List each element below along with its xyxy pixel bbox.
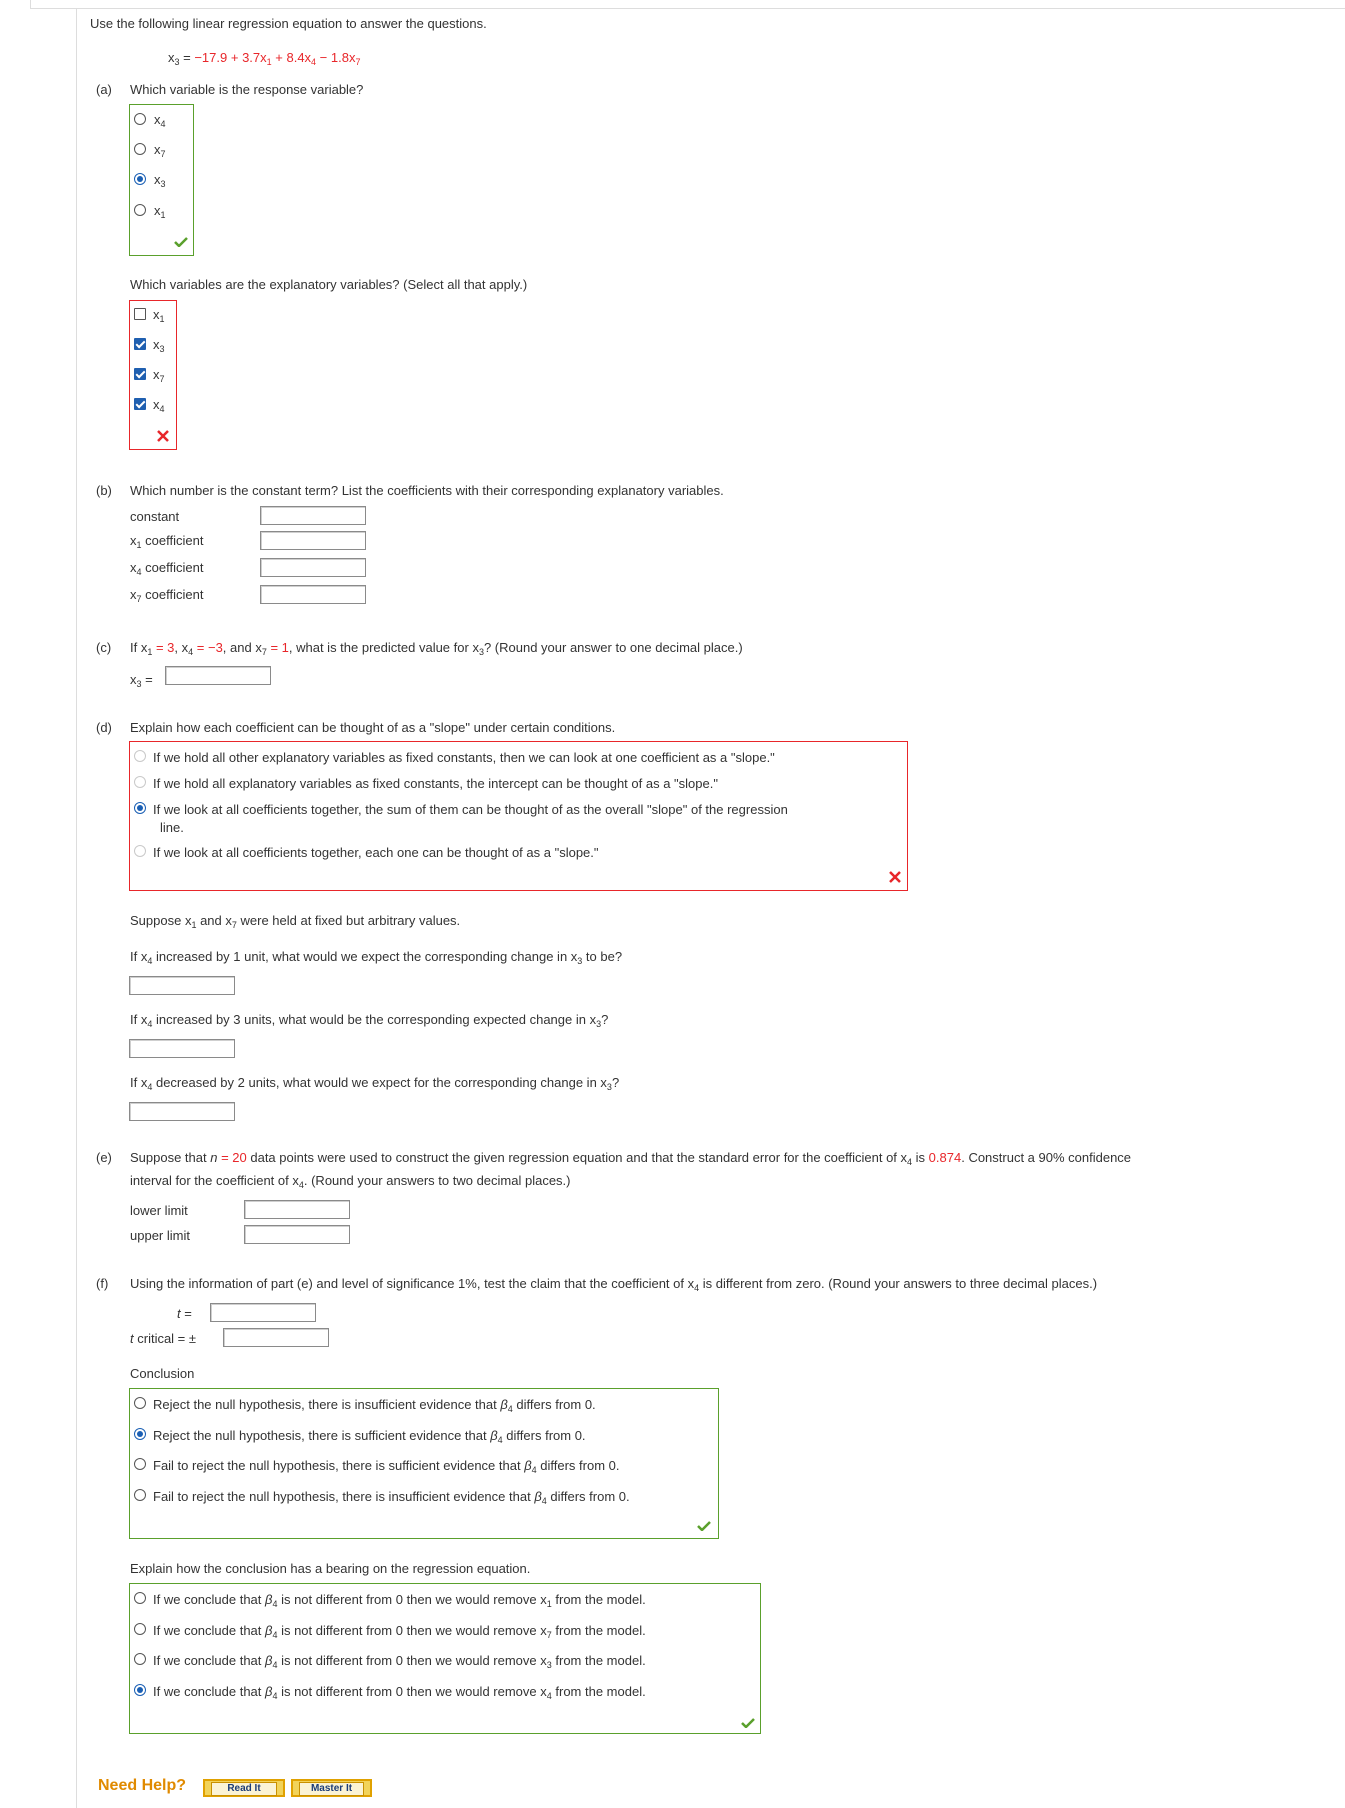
bearing-option-4: If we conclude that $\beta_4$ is not different from 0 then we would remove $x_4$ from the model. [153, 1684, 646, 1701]
bearing-radio-4[interactable] [134, 1684, 146, 1696]
change-3-input[interactable] [129, 1039, 235, 1058]
part-b-label: (b) [96, 483, 112, 498]
bearing-radio-1[interactable] [134, 1592, 146, 1604]
part-d-question: Explain how each coefficient can be thought of as a "slope" under certain conditions. [130, 720, 616, 735]
conclusion-option-3: Fail to reject the null hypothesis, there is sufficient evidence that $\beta_4$ differs from 0. [153, 1458, 620, 1475]
conclusion-radio-4[interactable] [134, 1489, 146, 1501]
upper-limit-label: upper limit [130, 1228, 190, 1243]
part-a-label: (a) [96, 82, 112, 97]
radio-x7[interactable] [134, 143, 146, 155]
slope-option-3-cont: line. [160, 820, 184, 835]
conclusion-radio-2[interactable] [134, 1428, 146, 1440]
t-critical-label: t critical = ± [130, 1331, 197, 1346]
slope-radio-3[interactable] [134, 802, 146, 814]
lower-limit-input[interactable] [244, 1200, 350, 1219]
upper-limit-input[interactable] [244, 1225, 350, 1244]
read-it-button[interactable]: Read It [203, 1779, 285, 1797]
bearing-option-1: If we conclude that $\beta_4$ is not different from 0 then we would remove $x_1$ from the model. [153, 1592, 646, 1609]
radio-x4[interactable] [134, 113, 146, 125]
regression-equation: $x_3 = -17.9 + 3.7x_1 + 8.4x_4 - 1.8x_7$ [168, 50, 361, 67]
slope-option-3: If we look at all coefficients together, the sum of them can be thought of as the overall "slope" of the regression [153, 802, 788, 817]
constant-input[interactable] [260, 506, 366, 525]
slope-option-1: If we hold all other explanatory variables as fixed constants, then we can look at one coefficient as a "slope." [153, 750, 775, 765]
slope-option-2: If we hold all explanatory variables as fixed constants, the intercept can be thought of as a "slope." [153, 776, 718, 791]
change-question-2: If $x_4$ increased by 3 units, what would be the corresponding expected change in $x_3$? [130, 1012, 609, 1029]
incorrect-x-icon [157, 430, 169, 442]
part-c-question: If $x_1 = 3$, $x_4 = -3$, and $x_7 = 1$, what is the predicted value for $x_3$? (Round your answer to one decimal place.) [130, 640, 743, 657]
part-d-label: (d) [96, 720, 112, 735]
bearing-radio-2[interactable] [134, 1623, 146, 1635]
intro-text: Use the following linear regression equation to answer the questions. [90, 16, 487, 31]
bearing-option-2: If we conclude that $\beta_4$ is not different from 0 then we would remove $x_7$ from the model. [153, 1623, 646, 1640]
suppose-text: Suppose $x_1$ and $x_7$ were held at fixed but arbitrary values. [130, 913, 461, 930]
slope-radio-4[interactable] [134, 845, 146, 857]
conclusion-label: Conclusion [130, 1366, 195, 1381]
radio-x1[interactable] [134, 204, 146, 216]
x7-coef-label: $x_7$ coefficient [130, 587, 204, 604]
master-it-button[interactable]: Master It [291, 1779, 372, 1797]
correct-check-icon [697, 1521, 711, 1531]
x7-coefficient-input[interactable] [260, 585, 366, 604]
x4-coef-label: $x_4$ coefficient [130, 560, 204, 577]
correct-check-icon [741, 1718, 755, 1728]
part-b-question: Which number is the constant term? List the coefficients with their corresponding explanatory variables. [130, 483, 724, 498]
slope-radio-2[interactable] [134, 776, 146, 788]
part-e-question: Suppose that n = 20 data points were used to construct the given regression equation and that the standard error for the coefficient of $x_4$ is 0.874. Construct a 90% confidence [130, 1150, 1132, 1167]
lower-limit-label: lower limit [130, 1203, 188, 1218]
bearing-radio-3[interactable] [134, 1653, 146, 1665]
checkbox-x3[interactable] [134, 338, 146, 350]
incorrect-x-icon [889, 871, 901, 883]
conclusion-radio-1[interactable] [134, 1397, 146, 1409]
checkbox-x7[interactable] [134, 368, 146, 380]
constant-label: constant [130, 509, 180, 524]
part-f-label: (f) [96, 1276, 109, 1291]
change-question-1: If $x_4$ increased by 1 unit, what would we expect the corresponding change in $x_3$ to be? [130, 949, 623, 966]
conclusion-option-2: Reject the null hypothesis, there is sufficient evidence that $\beta_4$ differs from 0. [153, 1428, 586, 1445]
conclusion-radio-3[interactable] [134, 1458, 146, 1470]
part-a-question: Which variable is the response variable? [130, 82, 364, 97]
predicted-x3-input[interactable] [165, 666, 271, 685]
conclusion-option-1: Reject the null hypothesis, there is insufficient evidence that $\beta_4$ differs from 0. [153, 1397, 596, 1414]
conclusion-option-4: Fail to reject the null hypothesis, there is insufficient evidence that $\beta_4$ differs from 0. [153, 1489, 630, 1506]
x4-coefficient-input[interactable] [260, 558, 366, 577]
change-question-3: If $x_4$ decreased by 2 units, what would we expect for the corresponding change in $x_3$? [130, 1075, 620, 1092]
need-help-label: Need Help? [98, 1777, 187, 1794]
checkbox-x1[interactable] [134, 308, 146, 320]
part-c-label: (c) [96, 640, 112, 655]
part-e-label: (e) [96, 1150, 112, 1165]
t-stat-input[interactable] [210, 1303, 316, 1322]
part-f-question: Using the information of part (e) and level of significance 1%, test the claim that the coefficient of $x_4$ is different from zero. (Round your answers to three decimal places.) [130, 1276, 1098, 1293]
slope-radio-1[interactable] [134, 750, 146, 762]
radio-x3[interactable] [134, 173, 146, 185]
x1-coef-label: $x_1$ coefficient [130, 533, 204, 550]
explanatory-question: Which variables are the explanatory variables? (Select all that apply.) [130, 277, 528, 292]
t-critical-input[interactable] [223, 1328, 329, 1347]
change-1-input[interactable] [129, 976, 235, 995]
slope-option-4: If we look at all coefficients together, each one can be thought of as a "slope." [153, 845, 599, 860]
part-e-question-line2: interval for the coefficient of $x_4$. (Round your answers to two decimal places.) [130, 1173, 571, 1190]
change-neg2-input[interactable] [129, 1102, 235, 1121]
checkbox-x4[interactable] [134, 398, 146, 410]
bearing-label: Explain how the conclusion has a bearing on the regression equation. [130, 1561, 531, 1576]
x1-coefficient-input[interactable] [260, 531, 366, 550]
correct-check-icon [174, 237, 188, 247]
t-stat-label: t = [177, 1306, 192, 1321]
predicted-label: $x_3$ = [130, 672, 153, 689]
bearing-option-3: If we conclude that $\beta_4$ is not different from 0 then we would remove $x_3$ from the model. [153, 1653, 646, 1670]
